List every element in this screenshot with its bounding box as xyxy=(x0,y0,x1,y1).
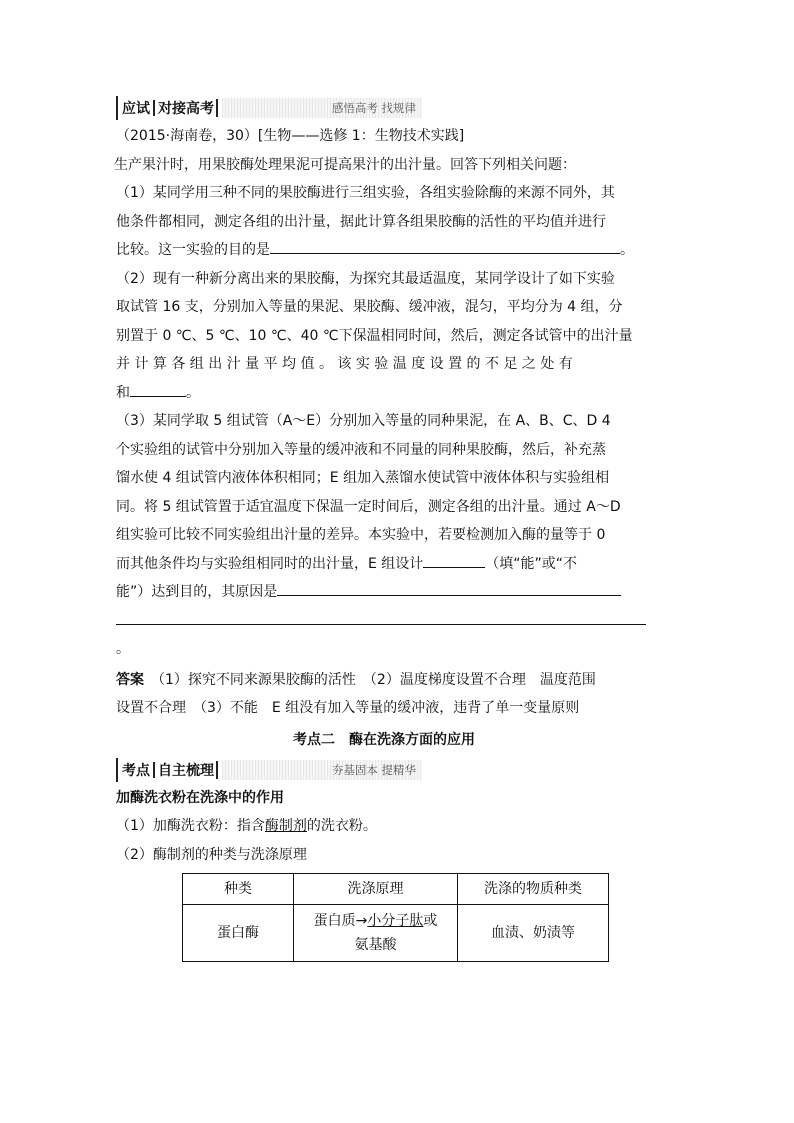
answer-block: 答案 （1）探究不同来源果胶酶的活性 （2）温度梯度设置不合理 温度范围 设置不合理 （3）不能 E 组没有加入等量的缓冲液，违背了单一变量原则 xyxy=(116,671,596,716)
answer-blank[interactable] xyxy=(130,381,186,397)
list-item: （2）酶制剂的种类与洗涤原理 xyxy=(116,846,307,863)
section-tagline: 夯基固本 提精华 xyxy=(222,760,422,780)
table-header-row xyxy=(183,874,609,905)
divider xyxy=(153,100,155,116)
section-label-1: 考点 xyxy=(122,762,150,779)
table-header: 洗涤原理 xyxy=(294,874,458,905)
section-label-1: 应试 xyxy=(122,101,150,117)
table-cell: 血渍、奶渍等 xyxy=(458,905,609,962)
table-cell: 蛋白质→小分子肽或 氨基酸 xyxy=(294,905,458,962)
table-header: 洗涤的物质种类 xyxy=(458,874,609,905)
document-page xyxy=(116,94,652,962)
answer-blank[interactable] xyxy=(423,552,485,568)
divider xyxy=(153,762,155,778)
divider xyxy=(216,761,218,779)
question-1: （1）某同学用三种不同的果胶酶进行三组实验，各组实验除酶的来源不同外，其 他条件都相同，测定各组的出汁量，据此计算各组果胶酶的活性的平均值并进行 比较。这一实验的目的是 。 xyxy=(116,185,634,258)
enzyme-table xyxy=(182,873,609,962)
table-cell: 蛋白酶 xyxy=(183,905,294,962)
section-label-2: 自主梳理 xyxy=(158,762,214,779)
section-header-review xyxy=(116,758,652,782)
divider xyxy=(216,99,218,117)
answer-blank[interactable] xyxy=(116,609,646,625)
answer-blank[interactable] xyxy=(277,580,621,596)
answer-blank[interactable] xyxy=(270,238,620,254)
table-header: 种类 xyxy=(183,874,294,905)
list-item: （1）加酶洗衣粉：指含酶制剂的洗衣粉。 xyxy=(116,818,377,834)
section-label-2: 对接高考 xyxy=(158,101,214,117)
question-2: （2）现有一种新分离出来的果胶酶，为探究其最适温度，某同学设计了如下实验 取试管 16 支，分别加入等量的果泥、果胶酶、缓冲液，混匀，平均分为 4 组，分 别置于 0 ℃、5 ℃、10 ℃、40 ℃下保温相同时间，然后，测定各试管中的出汁量 并 计 算 各 组 出 汁 量 平 均 值 。 该 实 验 温 度 设 置 的 不 足 之 处 有 和 。 xyxy=(116,270,633,401)
question-source: （2015·海南卷，30）[生物——选修 1：生物技术实践] xyxy=(116,128,465,144)
answer-label: 答案 xyxy=(116,671,144,688)
question-3: （3）某同学取 5 组试管（A～E）分别加入等量的同种果泥，在 A、B、C、D 4 个实验组的试管中分别加入等量的缓冲液和不同量的同种果胶酶，然后，补充蒸 馏水使 4 组试管内液体体积相同；E 组加入蒸馏水使试管中液体体积与实验组相 同。将 5 组试管置于适宜温度下保温一定时间后，测定各组的出汁量。通过 A～D 组实验可比较不同实验组出汁量的差异。本实验中，若要检测加入酶的量等于 0 而其他条件均与实验组相同时的出汁量，E 组设计 （填“能”或“不 能”）达到目的，其原因是 。 xyxy=(116,407,652,664)
section-heading: 加酶洗衣粉在洗涤中的作用 xyxy=(116,789,284,806)
question-intro: 生产果汁时，用果胶酶处理果泥可提高果汁的出汁量。回答下列相关问题： xyxy=(114,156,576,173)
table-row xyxy=(183,905,609,962)
section-tagline: 感悟高考 找规律 xyxy=(222,98,422,118)
topic-title: 考点二 酶在洗涤方面的应用 xyxy=(293,731,475,748)
section-header-exam xyxy=(116,96,652,120)
